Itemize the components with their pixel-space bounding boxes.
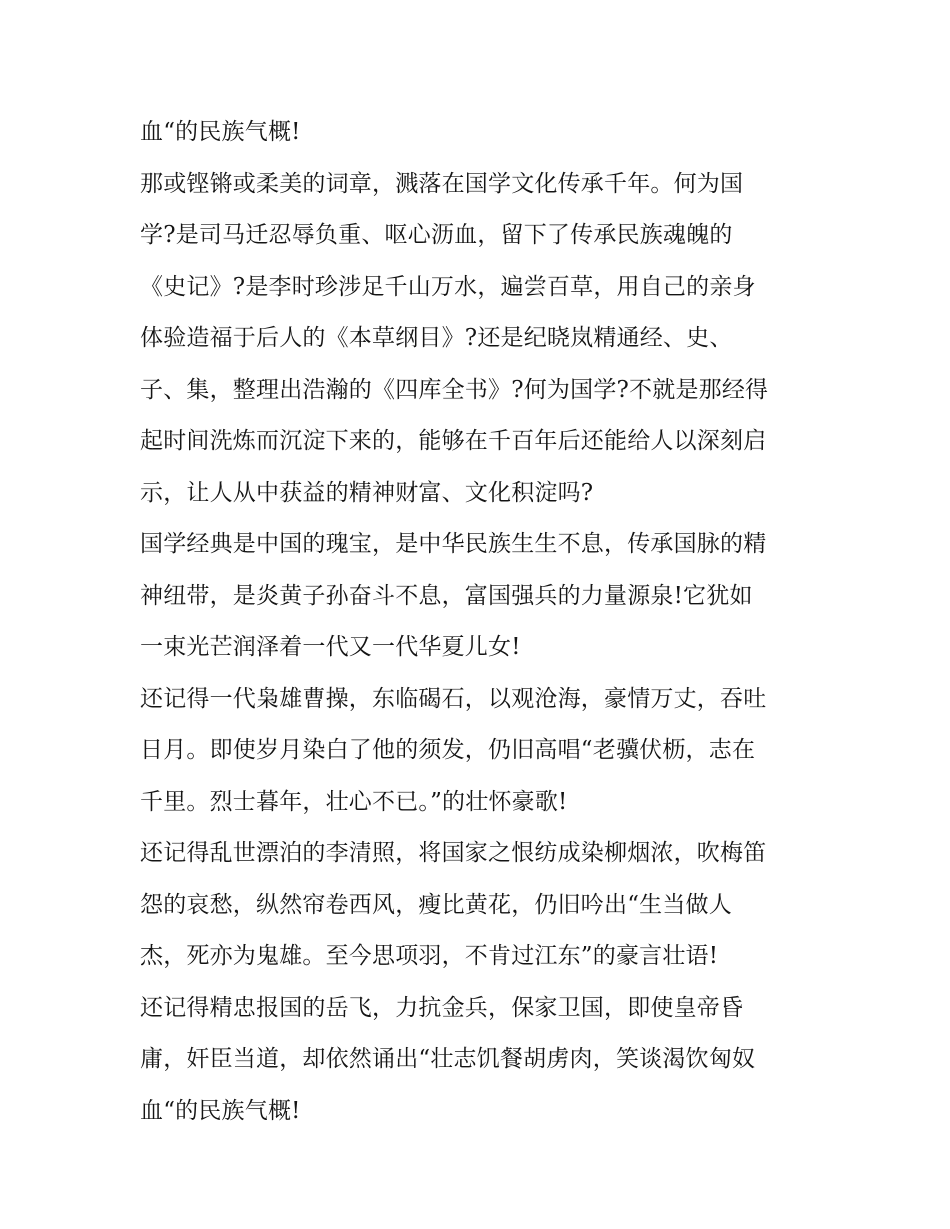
text-line: 日月。即使岁月染白了他的须发，仍旧高唱“老骥伏枥，志在 — [140, 737, 756, 763]
text-line: 千里。烈士暮年，壮心不已。”的壮怀豪歌! — [140, 788, 568, 815]
text-line: 体验造福于后人的《本草纲目》?还是纪晓岚精通经、史、 — [140, 325, 733, 351]
text-line: 怨的哀愁，纵然帘卷西风，瘦比黄花，仍旧吟出“生当做人 — [140, 891, 732, 918]
text-line: 一束光芒润泽着一代又一代华夏儿女! — [140, 634, 521, 660]
document-page — [140, 107, 820, 1137]
text-line: 那或铿锵或柔美的词章，溅落在国学文化传承千年。何为国 — [140, 170, 744, 197]
text-line: 杰，死亦为鬼雄。至今思项羽，不肯过江东”的豪言壮语! — [140, 943, 719, 969]
text-line: 庸，奸臣当道，却依然诵出“壮志饥餐胡虏肉，笑谈渴饮匈奴 — [140, 1046, 756, 1072]
text-line: 国学经典是中国的瑰宝，是中华民族生生不息，传承国脉的精 — [140, 531, 767, 557]
text-line: 还记得精忠报国的岳飞，力抗金兵，保家卫国，即使皇帝昏 — [140, 994, 744, 1021]
text-line: 还记得一代枭雄曹操，东临碣石，以观沧海，豪情万丈，吞吐 — [140, 685, 767, 712]
text-line: 神纽带，是炎黄子孙奋斗不息，富国强兵的力量源泉!它犹如 — [140, 582, 753, 609]
text-line: 血“的民族气概! — [140, 119, 301, 145]
text-line: 还记得乱世漂泊的李清照，将国家之恨纺成染柳烟浓，吹梅笛 — [140, 840, 767, 866]
text-line: 血“的民族气概! — [140, 1097, 301, 1124]
text-line: 起时间洗炼而沉淀下来的，能够在千百年后还能给人以深刻启 — [140, 428, 767, 454]
text-line: 学?是司马迁忍辱负重、呕心沥血，留下了传承民族魂魄的 — [140, 222, 733, 248]
text-line: 《史记》?是李时珍涉足千山万水，遍尝百草，用自己的亲身 — [140, 273, 756, 300]
text-line: 示，让人从中获益的精神财富、文化积淀吗? — [140, 479, 594, 506]
text-line: 子、集，整理出浩瀚的《四库全书》?何为国学?不就是那经得 — [140, 376, 769, 403]
